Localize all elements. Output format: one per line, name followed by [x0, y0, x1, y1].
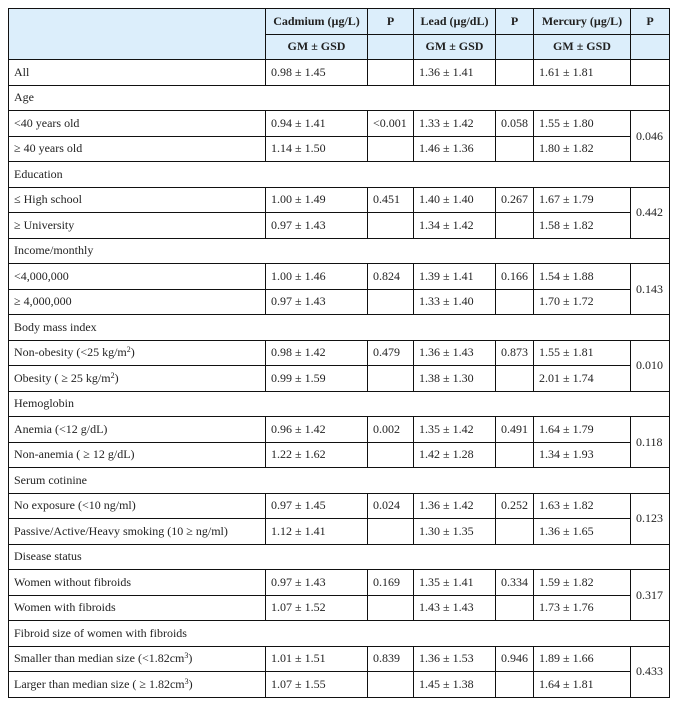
table-row	[9, 111, 670, 137]
header-row-1	[9, 9, 670, 35]
cadmium-value: 0.94 ± 1.41	[266, 111, 368, 137]
p-lead: 0.267	[496, 187, 534, 213]
lead-value: 1.38 ± 1.30	[414, 366, 496, 392]
p-lead: 0.166	[496, 264, 534, 290]
row-label-text: ≥ 40 years old	[14, 141, 83, 156]
header-lead: Lead (µg/dL)	[414, 9, 496, 35]
p-cadmium	[368, 672, 414, 698]
p-lead	[496, 366, 534, 392]
row-label	[9, 264, 266, 290]
p-mercury: 0.123	[631, 493, 670, 544]
mercury-value: 1.36 ± 1.65	[534, 519, 631, 545]
header-blank	[9, 9, 266, 60]
p-cadmium	[368, 213, 414, 239]
row-label-text: Women without fibroids	[14, 574, 132, 589]
lead-value: 1.36 ± 1.42	[414, 493, 496, 519]
lead-value: 1.36 ± 1.53	[414, 646, 496, 672]
p-mercury: 0.118	[631, 417, 670, 468]
header-mercury: Mercury (µg/L)	[534, 9, 631, 35]
row-label-text: Larger than median size ( ≥ 1.82cm	[14, 676, 185, 691]
cadmium-value: 1.00 ± 1.46	[266, 264, 368, 290]
group-title: Fibroid size of women with fibroids	[9, 621, 670, 647]
cadmium-value: 1.07 ± 1.55	[266, 672, 368, 698]
lead-value: 1.35 ± 1.41	[414, 570, 496, 596]
header-gm-gsd-mercury: GM ± GSD	[534, 34, 631, 60]
row-label-text: <4,000,000	[14, 268, 69, 283]
lead-value: 1.45 ± 1.38	[414, 672, 496, 698]
lead-value: 1.39 ± 1.41	[414, 264, 496, 290]
p-lead: 0.491	[496, 417, 534, 443]
row-label	[9, 493, 266, 519]
cadmium-value: 1.01 ± 1.51	[266, 646, 368, 672]
mercury-value: 1.80 ± 1.82	[534, 136, 631, 162]
row-label-tail: )	[188, 676, 193, 691]
table-row	[9, 570, 670, 596]
p-mercury	[631, 60, 670, 86]
header-empty	[496, 34, 534, 60]
row-label	[9, 213, 266, 239]
lead-value: 1.30 ± 1.35	[414, 519, 496, 545]
p-lead	[496, 60, 534, 86]
table-row	[9, 366, 670, 392]
p-mercury: 0.010	[631, 340, 670, 391]
lead-value: 1.33 ± 1.42	[414, 111, 496, 137]
row-label-text: Women with fibroids	[14, 600, 116, 615]
group-header-row	[9, 544, 670, 570]
p-lead	[496, 595, 534, 621]
cadmium-value: 0.97 ± 1.43	[266, 570, 368, 596]
row-label	[9, 136, 266, 162]
mercury-value: 1.55 ± 1.80	[534, 111, 631, 137]
row-label-text: Smaller than median size (<1.82cm	[14, 651, 185, 666]
p-mercury: 0.442	[631, 187, 670, 238]
p-lead: 0.873	[496, 340, 534, 366]
row-label-tail: )	[130, 345, 135, 360]
table-row	[9, 646, 670, 672]
p-mercury: 0.433	[631, 646, 670, 697]
p-lead	[496, 213, 534, 239]
cadmium-value: 0.98 ± 1.45	[266, 60, 368, 86]
row-label	[9, 289, 266, 315]
row-label-text: Anemia (<12 g/dL)	[14, 421, 108, 436]
p-cadmium	[368, 136, 414, 162]
row-label	[9, 442, 266, 468]
cadmium-value: 1.00 ± 1.49	[266, 187, 368, 213]
row-label-text: Non-anemia ( ≥ 12 g/dL)	[14, 447, 135, 462]
row-label-text: <40 years old	[14, 115, 80, 130]
group-header-row	[9, 621, 670, 647]
group-title: Disease status	[9, 544, 670, 570]
row-label	[9, 340, 266, 366]
group-header-row	[9, 391, 670, 417]
row-label	[9, 111, 266, 137]
table-row	[9, 417, 670, 443]
cadmium-value: 1.12 ± 1.41	[266, 519, 368, 545]
mercury-value: 1.67 ± 1.79	[534, 187, 631, 213]
row-label-tail: )	[188, 651, 193, 666]
superscript: 3	[184, 676, 189, 686]
p-lead	[496, 136, 534, 162]
p-lead	[496, 442, 534, 468]
lead-value: 1.35 ± 1.42	[414, 417, 496, 443]
p-mercury: 0.143	[631, 264, 670, 315]
lead-value: 1.33 ± 1.40	[414, 289, 496, 315]
group-title: Hemoglobin	[9, 391, 670, 417]
table-row	[9, 493, 670, 519]
header-p-lead: P	[496, 9, 534, 35]
cadmium-value: 0.98 ± 1.42	[266, 340, 368, 366]
p-cadmium	[368, 595, 414, 621]
group-title: Age	[9, 85, 670, 111]
p-cadmium	[368, 60, 414, 86]
row-label-text: Obesity ( ≥ 25 kg/m	[14, 370, 111, 385]
p-mercury: 0.317	[631, 570, 670, 621]
mercury-value: 1.54 ± 1.88	[534, 264, 631, 290]
row-label-text: ≤ High school	[14, 192, 82, 207]
row-label-text: ≥ University	[14, 217, 75, 232]
row-label	[9, 366, 266, 392]
group-header-row	[9, 315, 670, 341]
row-label	[9, 417, 266, 443]
lead-value: 1.43 ± 1.43	[414, 595, 496, 621]
group-header-row	[9, 238, 670, 264]
p-lead	[496, 289, 534, 315]
mercury-value: 1.55 ± 1.81	[534, 340, 631, 366]
mercury-value: 1.63 ± 1.82	[534, 493, 631, 519]
group-header-row	[9, 85, 670, 111]
p-lead	[496, 672, 534, 698]
mercury-value: 1.64 ± 1.79	[534, 417, 631, 443]
group-title: Income/monthly	[9, 238, 670, 264]
header-empty	[368, 34, 414, 60]
heavy-metal-table	[8, 8, 670, 698]
p-cadmium: 0.169	[368, 570, 414, 596]
mercury-value: 1.59 ± 1.82	[534, 570, 631, 596]
lead-value: 1.34 ± 1.42	[414, 213, 496, 239]
mercury-value: 2.01 ± 1.74	[534, 366, 631, 392]
cadmium-value: 1.07 ± 1.52	[266, 595, 368, 621]
group-title: Education	[9, 162, 670, 188]
p-lead: 0.252	[496, 493, 534, 519]
lead-value: 1.46 ± 1.36	[414, 136, 496, 162]
cadmium-value: 0.99 ± 1.59	[266, 366, 368, 392]
row-label-text: ≥ 4,000,000	[14, 294, 72, 309]
p-cadmium: 0.479	[368, 340, 414, 366]
mercury-value: 1.89 ± 1.66	[534, 646, 631, 672]
mercury-value: 1.70 ± 1.72	[534, 289, 631, 315]
lead-value: 1.40 ± 1.40	[414, 187, 496, 213]
table-row	[9, 264, 670, 290]
p-cadmium	[368, 442, 414, 468]
p-cadmium	[368, 289, 414, 315]
header-cadmium: Cadmium (µg/L)	[266, 9, 368, 35]
row-label	[9, 187, 266, 213]
mercury-value: 1.58 ± 1.82	[534, 213, 631, 239]
cadmium-value: 0.97 ± 1.43	[266, 213, 368, 239]
mercury-value: 1.64 ± 1.81	[534, 672, 631, 698]
table-row	[9, 519, 670, 545]
p-mercury: 0.046	[631, 111, 670, 162]
header-empty	[631, 34, 670, 60]
mercury-value: 1.34 ± 1.93	[534, 442, 631, 468]
table-row	[9, 187, 670, 213]
header-gm-gsd-lead: GM ± GSD	[414, 34, 496, 60]
p-lead: 0.058	[496, 111, 534, 137]
cadmium-value: 0.97 ± 1.43	[266, 289, 368, 315]
table-row	[9, 672, 670, 698]
table-row	[9, 442, 670, 468]
row-label	[9, 519, 266, 545]
table-row	[9, 213, 670, 239]
table-row	[9, 136, 670, 162]
table-row	[9, 289, 670, 315]
p-lead: 0.946	[496, 646, 534, 672]
table-row	[9, 340, 670, 366]
row-all	[9, 60, 670, 86]
table-row	[9, 595, 670, 621]
p-cadmium: 0.024	[368, 493, 414, 519]
cadmium-value: 0.97 ± 1.45	[266, 493, 368, 519]
p-cadmium	[368, 366, 414, 392]
lead-value: 1.42 ± 1.28	[414, 442, 496, 468]
p-lead	[496, 519, 534, 545]
superscript: 3	[184, 651, 189, 661]
group-title: Serum cotinine	[9, 468, 670, 494]
p-cadmium: 0.839	[368, 646, 414, 672]
row-label	[9, 595, 266, 621]
row-label	[9, 672, 266, 698]
cadmium-value: 1.14 ± 1.50	[266, 136, 368, 162]
cadmium-value: 1.22 ± 1.62	[266, 442, 368, 468]
p-cadmium: 0.824	[368, 264, 414, 290]
superscript: 2	[110, 370, 115, 380]
mercury-value: 1.61 ± 1.81	[534, 60, 631, 86]
row-label	[9, 646, 266, 672]
row-label-text: No exposure (<10 ng/ml)	[14, 498, 136, 513]
row-label-text: Non-obesity (<25 kg/m	[14, 345, 127, 360]
superscript: 2	[126, 345, 131, 355]
row-label-text: Passive/Active/Heavy smoking (10 ≥ ng/ml)	[14, 523, 228, 538]
p-cadmium: 0.002	[368, 417, 414, 443]
header-p-cadmium: P	[368, 9, 414, 35]
header-p-mercury: P	[631, 9, 670, 35]
p-lead: 0.334	[496, 570, 534, 596]
group-header-row	[9, 162, 670, 188]
header-gm-gsd-cadmium: GM ± GSD	[266, 34, 368, 60]
row-label-tail: )	[114, 370, 119, 385]
mercury-value: 1.73 ± 1.76	[534, 595, 631, 621]
row-label	[9, 570, 266, 596]
lead-value: 1.36 ± 1.41	[414, 60, 496, 86]
p-cadmium: <0.001	[368, 111, 414, 137]
cadmium-value: 0.96 ± 1.42	[266, 417, 368, 443]
group-header-row	[9, 468, 670, 494]
row-label: All	[9, 60, 266, 86]
p-cadmium: 0.451	[368, 187, 414, 213]
lead-value: 1.36 ± 1.43	[414, 340, 496, 366]
p-cadmium	[368, 519, 414, 545]
group-title: Body mass index	[9, 315, 670, 341]
